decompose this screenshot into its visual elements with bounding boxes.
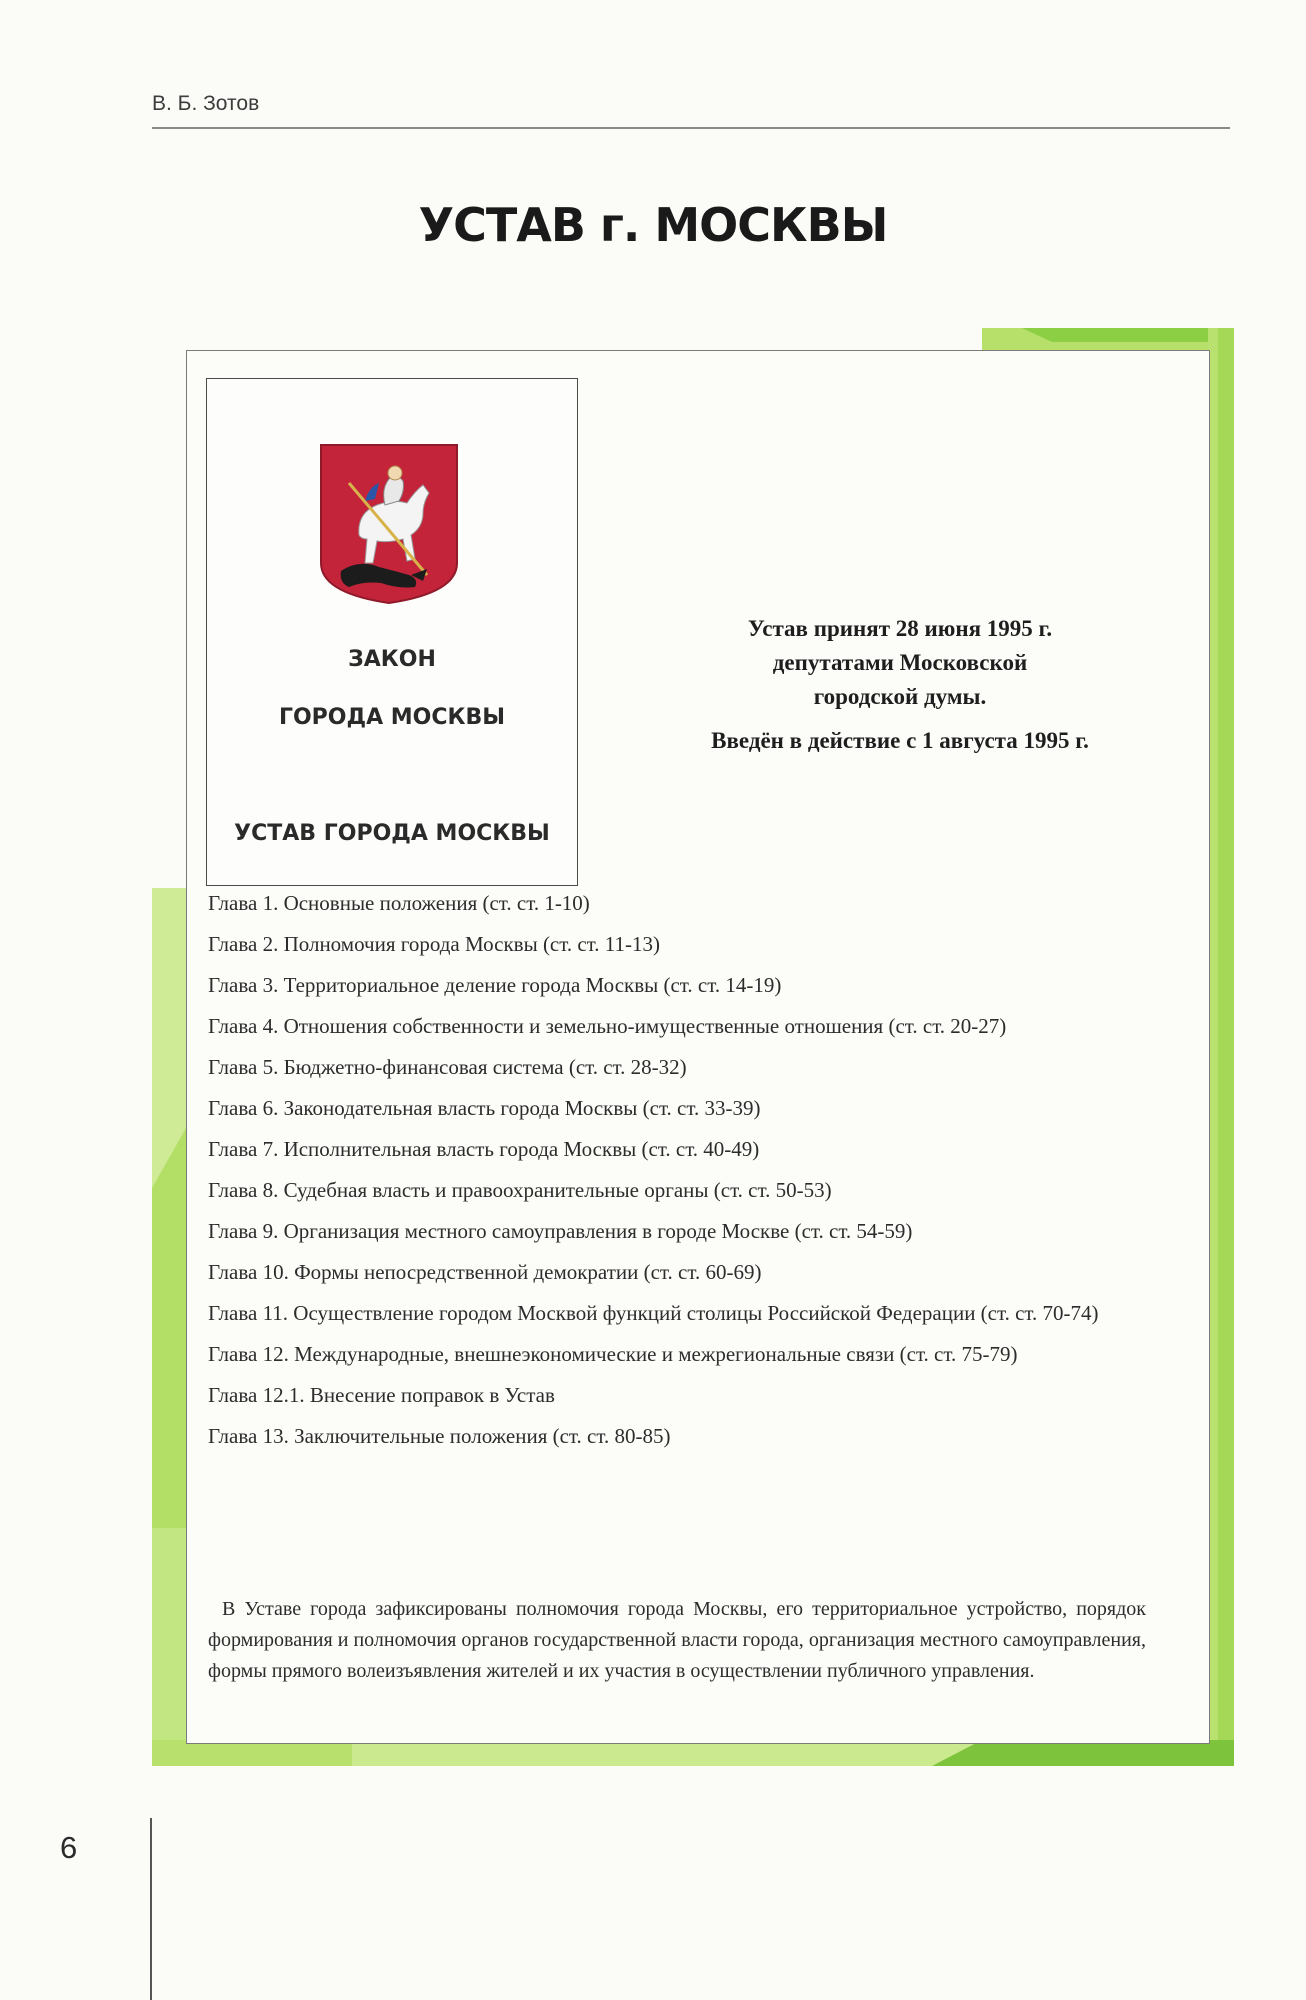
page-number: 6: [60, 1830, 78, 1865]
list-item: Глава 6. Законодательная власть города Москвы (ст. ст. 33-39): [208, 1096, 761, 1120]
page-title: УСТАВ г. МОСКВЫ: [418, 198, 888, 252]
adoption-line-4: Введён в действие с 1 августа 1995 г.: [711, 728, 1089, 753]
list-item: Глава 8. Судебная власть и правоохранительные органы (ст. ст. 50-53): [208, 1178, 832, 1202]
moscow-coat-of-arms-icon: [319, 443, 459, 605]
running-header-author: В. Б. Зотов: [152, 92, 260, 115]
charter-cover-card: [206, 378, 578, 886]
card-city-label: ГОРОДА МОСКВЫ: [278, 705, 506, 730]
list-item: Глава 12. Международные, внешнеэкономические и межрегиональные связи (ст. ст. 75-79): [208, 1342, 1018, 1366]
list-item: Глава 11. Осуществление городом Москвой функций столицы Российской Федерации (ст. ст. 70-74): [208, 1301, 1099, 1325]
list-item: Глава 9. Организация местного самоуправления в городе Москве (ст. ст. 54-59): [208, 1219, 913, 1243]
list-item: Глава 3. Территориальное деление города Москвы (ст. ст. 14-19): [208, 973, 782, 997]
summary-paragraph: В Уставе города зафиксированы полномочия города Москвы, его территориальное устройство, порядок формирования и полномочия органов государственной власти города, организация местного самоуправления, формы прямого волеизъявления жителей и их участия в осуществлении публичного управления.: [208, 1598, 1146, 1682]
list-item: Глава 10. Формы непосредственной демократии (ст. ст. 60-69): [208, 1260, 762, 1284]
list-item: Глава 7. Исполнительная власть города Москвы (ст. ст. 40-49): [208, 1137, 760, 1161]
chapter-list: [208, 888, 1138, 1462]
adoption-line-2: депутатами Московской: [772, 650, 1028, 675]
card-charter-label: УСТАВ ГОРОДА МОСКВЫ: [234, 821, 550, 846]
adoption-line-1: Устав принят 28 июня 1995 г.: [747, 616, 1053, 641]
list-item: Глава 2. Полномочия города Москвы (ст. ст. 11-13): [208, 932, 660, 956]
list-item: Глава 4. Отношения собственности и земельно-имущественные отношения (ст. ст. 20-27): [208, 1014, 1007, 1038]
list-item: Глава 13. Заключительные положения (ст. ст. 80-85): [208, 1424, 671, 1448]
adoption-line-3: городской думы.: [813, 684, 987, 709]
list-item: Глава 1. Основные положения (ст. ст. 1-10): [208, 891, 590, 915]
list-item: Глава 12.1. Внесение поправок в Устав: [208, 1383, 555, 1407]
card-law-label: ЗАКОН: [348, 647, 436, 672]
header-divider: [152, 127, 1230, 129]
adoption-note: [630, 612, 1170, 758]
margin-rule: [150, 1818, 152, 2000]
list-item: Глава 5. Бюджетно-финансовая система (ст. ст. 28-32): [208, 1055, 687, 1079]
